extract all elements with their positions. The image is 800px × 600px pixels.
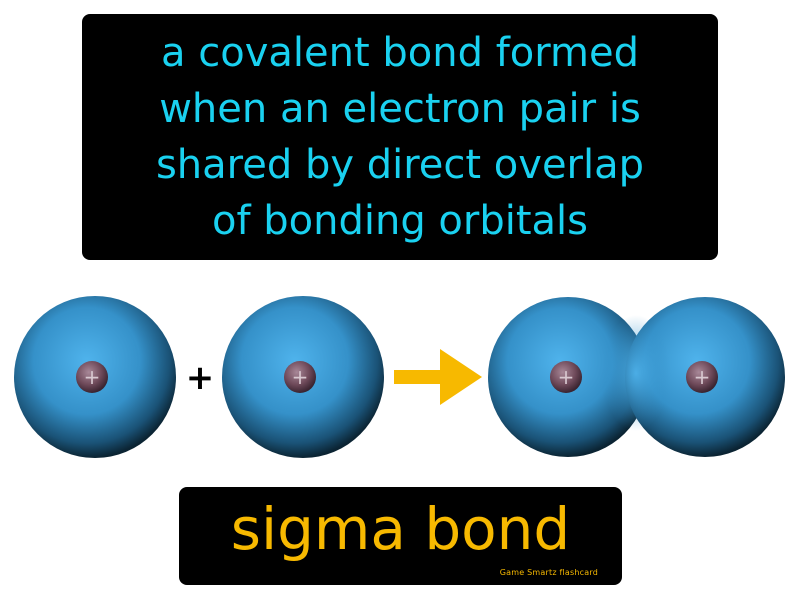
atom-left	[14, 296, 176, 458]
nucleus-right-charge: +	[291, 365, 309, 389]
nucleus-left-charge: +	[83, 365, 101, 389]
orbital-diagram	[0, 285, 800, 465]
definition-line-3: shared by direct overlap	[155, 142, 645, 188]
orbital-overlap-region	[602, 315, 670, 431]
bonded-molecule	[488, 297, 785, 457]
term-label: sigma bond	[230, 495, 571, 563]
bonded-nucleus-right-charge: +	[693, 365, 711, 389]
plus-operator: +	[185, 358, 215, 398]
definition-line-1: a covalent bond formed	[161, 30, 639, 76]
definition-line-2: when an electron pair is	[159, 86, 641, 132]
reaction-arrow-icon	[394, 349, 482, 405]
atom-right	[222, 296, 384, 458]
definition-panel	[82, 14, 718, 260]
definition-line-4: of bonding orbitals	[211, 198, 588, 244]
orbital-diagram-svg	[0, 285, 800, 465]
bonded-nucleus-left-charge: +	[557, 365, 575, 389]
term-panel	[179, 487, 622, 585]
credit-text: Game Smartz flashcard	[499, 568, 598, 577]
